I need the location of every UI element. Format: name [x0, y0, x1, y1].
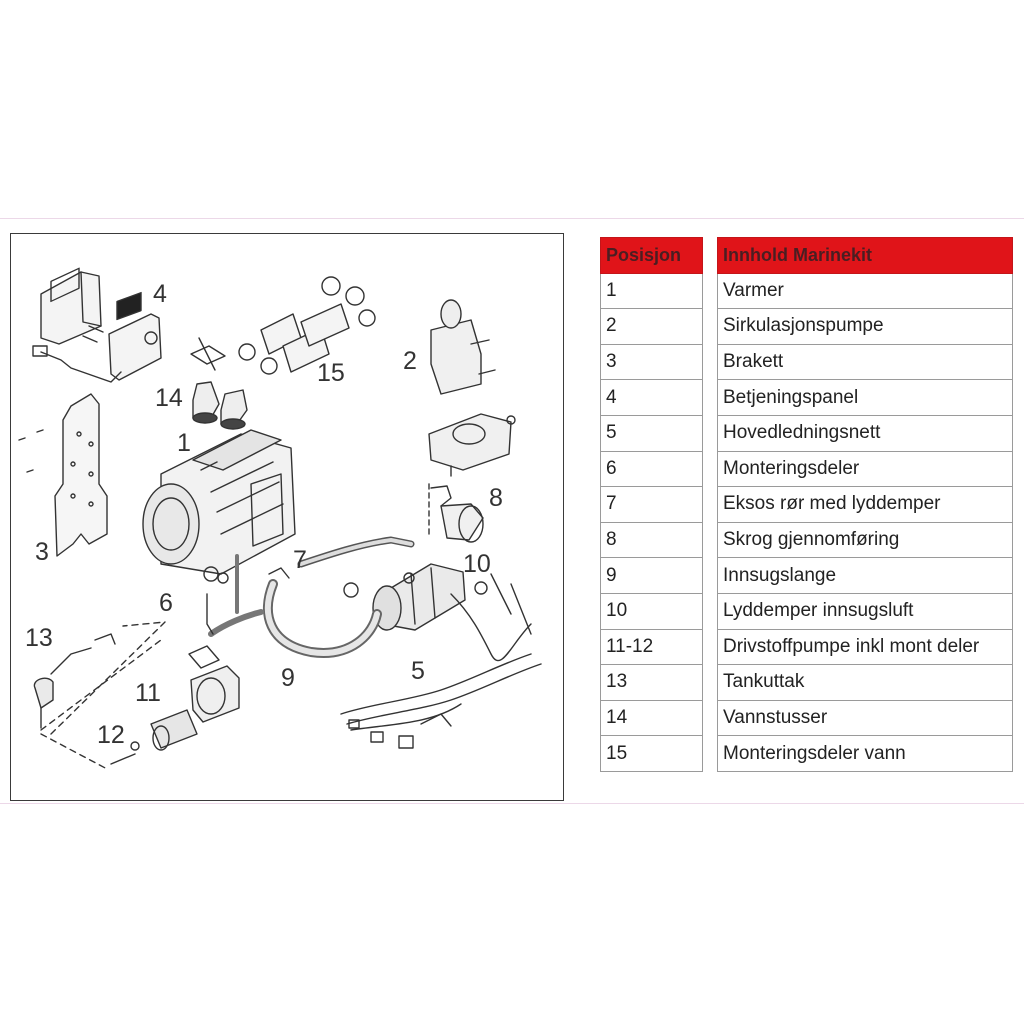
water-fittings-drawing	[191, 277, 375, 374]
callout-7: 7	[293, 546, 307, 574]
callout-4: 4	[153, 280, 167, 308]
table-row	[718, 665, 1013, 701]
callout-10: 10	[463, 550, 491, 578]
item-cell: Drivstoffpumpe inkl mont deler	[718, 629, 1013, 665]
fuel-pump-drawing	[111, 666, 239, 764]
position-cell: 10	[601, 593, 703, 629]
table-row	[718, 593, 1013, 629]
table-row	[718, 309, 1013, 345]
table-row	[601, 415, 703, 451]
table-row	[601, 593, 703, 629]
table-row	[601, 309, 703, 345]
table-row	[601, 273, 703, 309]
position-cell: 7	[601, 487, 703, 523]
mounting-parts-drawing	[189, 567, 228, 668]
heater-drawing	[143, 430, 295, 574]
table-row	[601, 665, 703, 701]
table-row	[718, 736, 1013, 772]
callout-14: 14	[155, 384, 183, 412]
callout-13: 13	[25, 624, 53, 652]
position-cell: 2	[601, 309, 703, 345]
position-cell: 3	[601, 344, 703, 380]
item-cell: Sirkulasjonspumpe	[718, 309, 1013, 345]
table-row	[601, 700, 703, 736]
table-row	[718, 415, 1013, 451]
callout-6: 6	[159, 589, 173, 617]
position-cell: 4	[601, 380, 703, 416]
table-row	[601, 558, 703, 594]
control-panel-drawing	[33, 268, 161, 382]
intake-silencer-drawing	[373, 564, 465, 630]
item-cell: Skrog gjennomføring	[718, 522, 1013, 558]
position-header: Posisjon	[601, 238, 703, 274]
position-cell: 13	[601, 665, 703, 701]
bracket-drawing	[19, 394, 107, 556]
circulation-pump-drawing	[429, 300, 515, 476]
hull-fitting-drawing	[429, 484, 483, 542]
item-cell: Eksos rør med lyddemper	[718, 487, 1013, 523]
item-cell: Innsugslange	[718, 558, 1013, 594]
table-row	[718, 451, 1013, 487]
callout-11: 11	[135, 679, 161, 707]
table-row	[718, 487, 1013, 523]
item-cell: Monteringsdeler	[718, 451, 1013, 487]
position-cell: 1	[601, 273, 703, 309]
callout-1: 1	[177, 429, 191, 457]
position-cell: 6	[601, 451, 703, 487]
callout-5: 5	[411, 657, 425, 685]
table-row	[718, 522, 1013, 558]
table-row	[718, 380, 1013, 416]
table-row	[601, 736, 703, 772]
position-cell: 14	[601, 700, 703, 736]
table-row	[601, 629, 703, 665]
table-row	[718, 273, 1013, 309]
item-cell: Betjeningspanel	[718, 380, 1013, 416]
table-row	[718, 558, 1013, 594]
callout-9: 9	[281, 664, 295, 692]
position-cell: 15	[601, 736, 703, 772]
item-cell: Vannstusser	[718, 700, 1013, 736]
exploded-parts-diagram	[10, 233, 564, 801]
table-row	[601, 487, 703, 523]
content-table	[717, 237, 1013, 772]
table-row	[718, 700, 1013, 736]
item-cell: Hovedledningsnett	[718, 415, 1013, 451]
callout-8: 8	[489, 484, 503, 512]
table-row	[718, 344, 1013, 380]
content-header: Innhold Marinekit	[718, 238, 1013, 274]
callout-3: 3	[35, 538, 49, 566]
item-cell: Tankuttak	[718, 665, 1013, 701]
callout-12: 12	[97, 721, 125, 749]
callout-2: 2	[403, 347, 417, 375]
position-cell: 11-12	[601, 629, 703, 665]
position-cell: 5	[601, 415, 703, 451]
table-row	[601, 522, 703, 558]
table-row	[718, 629, 1013, 665]
position-cell: 8	[601, 522, 703, 558]
item-cell: Lyddemper innsugsluft	[718, 593, 1013, 629]
callout-15: 15	[317, 359, 345, 387]
position-table	[600, 237, 703, 772]
water-pipes-drawing	[193, 382, 247, 429]
position-cell: 9	[601, 558, 703, 594]
item-cell: Monteringsdeler vann	[718, 736, 1013, 772]
item-cell: Brakett	[718, 344, 1013, 380]
table-row	[601, 451, 703, 487]
table-row	[601, 344, 703, 380]
table-row	[601, 380, 703, 416]
item-cell: Varmer	[718, 273, 1013, 309]
